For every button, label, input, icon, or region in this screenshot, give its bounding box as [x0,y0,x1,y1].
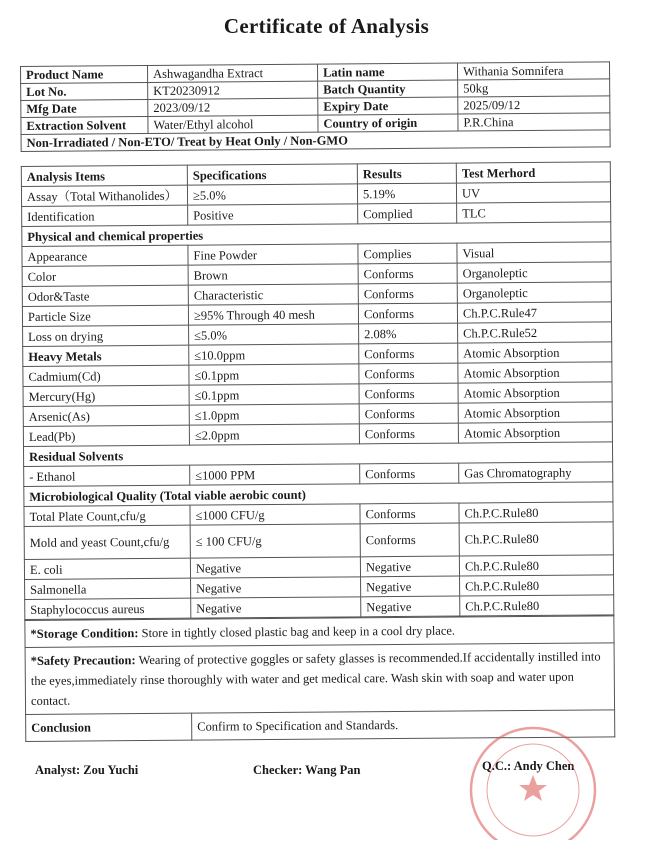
lot-no-value: KT20230912 [148,81,318,99]
result-cell: Conforms [360,503,459,524]
item-cell: Assay（Total Withanolides） [21,185,187,206]
batch-quantity-value: 50kg [458,79,610,97]
company-seal-stamp [455,720,605,840]
item-cell: Cadmium(Cd) [23,365,189,386]
spec-cell: ≤10.0ppm [189,344,359,365]
item-cell: Appearance [22,245,188,266]
spec-cell: ≤2.0ppm [189,424,359,445]
item-cell: Lead(Pb) [23,425,189,446]
header-analysis-items: Analysis Items [21,165,187,186]
qc-signature: Q.C.: Andy Chen [482,759,575,773]
result-cell: 5.19% [357,183,456,204]
result-cell: Complies [358,243,457,264]
spec-cell: Negative [190,557,360,578]
result-cell: Conforms [358,263,457,284]
expiry-date-label: Expiry Date [318,97,458,115]
spec-cell: Fine Powder [188,244,358,265]
lot-no-label: Lot No. [21,82,148,100]
method-cell: Ch.P.C.Rule80 [459,555,613,576]
item-cell: Heavy Metals [23,345,189,366]
spec-cell: Characteristic [188,284,358,305]
extraction-solvent-value: Water/Ethyl alcohol [148,115,318,133]
country-of-origin-label: Country of origin [318,114,458,132]
item-cell: Identification [22,205,188,226]
mfg-date-label: Mfg Date [21,99,148,117]
country-of-origin-value: P.R.China [458,113,610,131]
section-heading: Microbiological Quality (Total viable aerobic count) [24,482,613,507]
spec-cell: ≤ 100 CFU/g [190,524,360,558]
item-cell: Particle Size [22,305,188,326]
checker-signature: Checker: Wang Pan [253,763,361,777]
result-cell: Negative [361,576,460,597]
spec-cell: ≤0.1ppm [189,364,359,385]
result-cell: Conforms [359,363,458,384]
certificate-body [20,61,615,742]
latin-name-value: Withania Somnifera [457,62,609,80]
method-cell: Organoleptic [457,262,611,283]
header-test-method: Test Merhord [456,162,610,183]
result-cell: Complied [358,203,457,224]
method-cell: Atomic Absorption [458,402,612,423]
storage-text: Store in tightly closed plastic bag and keep in a cool dry place. [141,623,456,641]
result-cell: Conforms [360,523,459,557]
section-heading: Residual Solvents [23,442,612,467]
expiry-date-value: 2025/09/12 [458,96,610,114]
item-cell: Mold and yeast Count,cfu/g [24,525,190,559]
spec-cell: ≤1000 CFU/g [190,504,360,525]
header-specifications: Specifications [187,164,357,185]
method-cell: Ch.P.C.Rule52 [458,322,612,343]
result-cell: Conforms [358,303,457,324]
method-cell: Visual [457,242,611,263]
safety-text: Wearing of protective goggles or safety glasses is recommended.If accidentally instilled into the eyes,immediately rinse thoroughly with water and get medical care. Wash skin with soap and water upon contact. [30,649,601,708]
spec-cell: Negative [191,597,361,618]
spec-cell: Positive [188,204,358,225]
item-cell: Total Plate Count,cfu/g [24,505,190,526]
method-cell: TLC [457,202,611,223]
mfg-date-value: 2023/09/12 [148,98,318,116]
result-cell: Conforms [359,343,458,364]
section-heading: Physical and chemical properties [22,222,611,247]
item-cell: Mercury(Hg) [23,385,189,406]
method-cell: Atomic Absorption [458,342,612,363]
spec-cell: ≤0.1ppm [189,384,359,405]
spec-cell: Brown [188,264,358,285]
method-cell: Ch.P.C.Rule80 [460,595,614,616]
spec-cell: Negative [191,577,361,598]
analysis-table [21,161,615,620]
result-cell: Negative [360,556,459,577]
method-cell: UV [456,182,610,203]
safety-label: *Safety Precaution: [30,653,136,668]
header-results: Results [357,163,456,184]
document-title: Certificate of Analysis [223,14,430,38]
batch-quantity-label: Batch Quantity [318,80,458,98]
method-cell: Atomic Absorption [458,382,612,403]
product-info-table [20,61,611,152]
item-cell: - Ethanol [24,465,190,486]
latin-name-label: Latin name [317,63,457,81]
method-cell: Atomic Absorption [458,422,612,443]
spec-cell: ≤1000 PPM [190,464,360,485]
result-cell: Conforms [359,423,458,444]
method-cell: Atomic Absorption [458,362,612,383]
conclusion-text: Confirm to Specification and Standards. [192,710,615,740]
item-cell: Salmonella [25,578,191,599]
item-cell: Odor&Taste [22,285,188,306]
result-cell: Negative [361,596,460,617]
method-cell: Ch.P.C.Rule80 [460,575,614,596]
storage-label: *Storage Condition: [30,626,139,641]
method-cell: Gas Chromatography [459,462,613,483]
result-cell: Conforms [359,403,458,424]
product-name-value: Ashwagandha Extract [148,64,318,82]
method-cell: Organoleptic [457,282,611,303]
safety-precaution [25,643,615,715]
analyst-signature: Analyst: Zou Yuchi [35,763,139,777]
analysis-rows [21,182,613,620]
spec-cell: ≤5.0% [189,324,359,345]
compliance-statement: Non-Irradiated / Non-ETO/ Treat by Heat Only / Non-GMO [21,130,610,152]
item-cell: Staphylococcus aureus [25,598,191,619]
spec-cell: ≤1.0ppm [189,404,359,425]
item-cell: Arsenic(As) [23,405,189,426]
spec-cell: ≥5.0% [187,184,357,205]
result-cell: 2.08% [359,323,458,344]
result-cell: Conforms [360,463,459,484]
item-cell: E. coli [24,558,190,579]
method-cell: Ch.P.C.Rule47 [457,302,611,323]
conclusion-label: Conclusion [26,713,192,741]
spec-cell: ≥95% Through 40 mesh [188,304,358,325]
result-cell: Conforms [359,383,458,404]
safety-row [25,643,615,715]
method-cell: Ch.P.C.Rule80 [459,522,613,556]
method-cell: Ch.P.C.Rule80 [459,502,613,523]
product-name-label: Product Name [21,65,148,83]
item-cell: Color [22,265,188,286]
result-cell: Conforms [358,283,457,304]
extraction-solvent-label: Extraction Solvent [21,116,148,134]
item-cell: Loss on drying [23,325,189,346]
table-row [24,522,613,560]
